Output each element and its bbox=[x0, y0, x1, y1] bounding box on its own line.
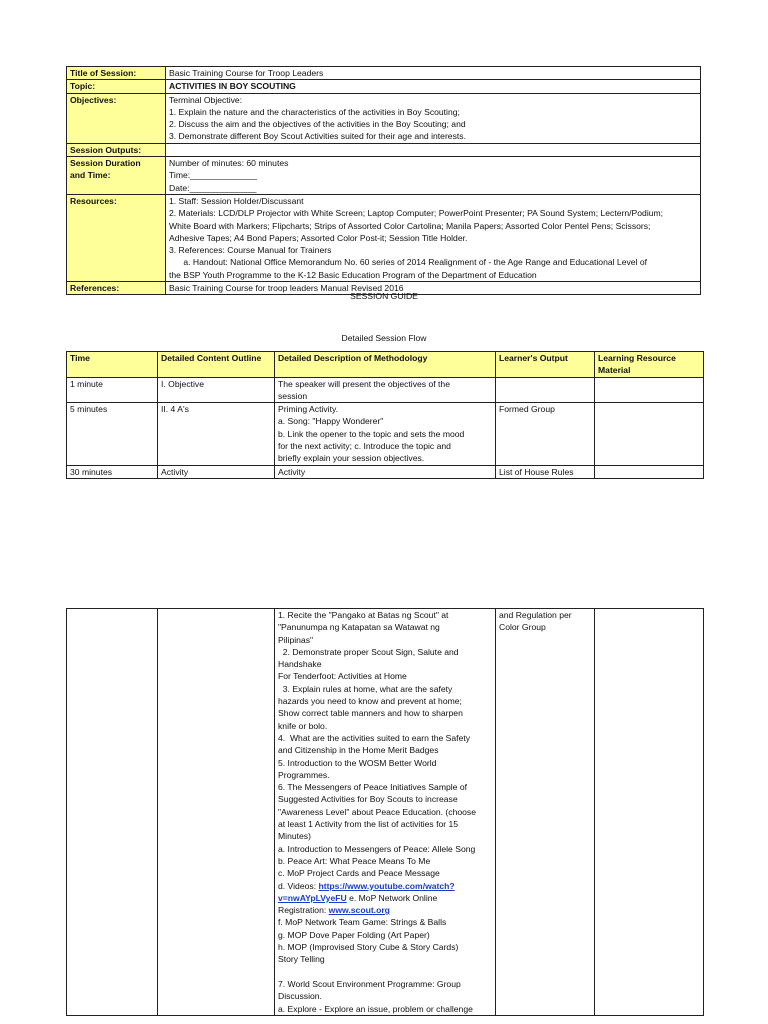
method-line: a. Explore - Explore an issue, problem or challenge bbox=[278, 1003, 473, 1014]
topic-row bbox=[67, 80, 701, 93]
header-resource: Learning Resource Material bbox=[595, 352, 704, 378]
references-label: References: bbox=[67, 282, 166, 295]
line-prefix: d. Videos: bbox=[278, 880, 319, 891]
row-method: Activity bbox=[275, 465, 496, 478]
row-method bbox=[275, 377, 496, 403]
resources-line: 2. Materials: LCD/DLP Projector with White Screen; Laptop Computer; PowerPoint Presenter; PA Sound System; Lectern/Podium; bbox=[169, 208, 664, 219]
method-line bbox=[278, 880, 492, 892]
duration-label-line: Session Duration bbox=[70, 158, 141, 169]
hyperlink[interactable]: v=nwAYpLVyeFU bbox=[278, 892, 347, 903]
detailed-flow-heading: Detailed Session Flow bbox=[341, 333, 427, 343]
method-line: knife or bolo. bbox=[278, 720, 328, 731]
method-line: 7. World Scout Environment Programme: Group bbox=[278, 978, 461, 989]
line-prefix: Registration: bbox=[278, 905, 329, 916]
cont-time bbox=[67, 609, 158, 1016]
method-line: 5. Introduction to the WOSM Better World bbox=[278, 757, 437, 768]
method-line: For Tenderfoot: Activities at Home bbox=[278, 671, 407, 682]
method-line: The speaker will present the objectives of the bbox=[278, 378, 450, 389]
resources-line: a. Handout: National Office Memorandum No. 60 series of 2014 Realignment of - the Age Range and Educational Level of bbox=[169, 257, 648, 268]
method-line: Programmes. bbox=[278, 769, 330, 780]
objectives-label: Objectives: bbox=[67, 93, 166, 143]
row-outline: Activity bbox=[158, 465, 275, 478]
duration-line: Number of minutes: 60 minutes bbox=[169, 158, 289, 169]
resources-line: the BSP Youth Programme to the K-12 Basic Education Program of the Department of Education bbox=[169, 269, 537, 280]
method-line: at least 1 Activity from the list of activities for 15 bbox=[278, 819, 459, 830]
outputs-value bbox=[166, 143, 701, 156]
resources-line: 1. Staff: Session Holder/Discussant bbox=[169, 195, 304, 206]
method-line: and Citizenship in the Home Merit Badges bbox=[278, 745, 439, 756]
method-line: f. MoP Network Team Game: Strings & Balls bbox=[278, 917, 447, 928]
topic-label: Topic: bbox=[67, 80, 166, 93]
cont-output bbox=[496, 609, 595, 1016]
method-line: 6. The Messengers of Peace Initiatives Sample of bbox=[278, 782, 468, 793]
duration-row bbox=[67, 157, 701, 195]
method-line bbox=[278, 892, 492, 904]
method-line: b. Peace Art: What Peace Means To Me bbox=[278, 855, 431, 866]
header-time: Time bbox=[67, 352, 158, 378]
duration-label bbox=[67, 157, 166, 195]
method-line: for the next activity; c. Introduce the topic and bbox=[278, 441, 451, 452]
duration-label-line: and Time: bbox=[70, 170, 111, 181]
method-line: g. MOP Dove Paper Folding (Art Paper) bbox=[278, 929, 430, 940]
method-line: hazards you need to know and prevent at home; bbox=[278, 696, 462, 707]
resources-label: Resources: bbox=[67, 194, 166, 281]
method-line: b. Link the opener to the topic and sets the mood bbox=[278, 428, 465, 439]
hyperlink[interactable]: https://www.youtube.com/watch? bbox=[318, 880, 455, 891]
cont-method bbox=[275, 609, 496, 1016]
method-line: Handshake bbox=[278, 659, 322, 670]
method-line: a. Song: "Happy Wonderer" bbox=[278, 416, 384, 427]
continuation-table bbox=[66, 608, 704, 1016]
table-row bbox=[67, 609, 704, 1016]
method-line bbox=[278, 966, 492, 978]
method-line: session bbox=[278, 390, 308, 401]
header-output: Learner's Output bbox=[496, 352, 595, 378]
row-output bbox=[496, 377, 595, 403]
row-method bbox=[275, 403, 496, 465]
method-line: c. MoP Project Cards and Peace Message bbox=[278, 868, 440, 879]
method-line: "Awareness Level" about Peace Education. (choose bbox=[278, 806, 476, 817]
row-resource bbox=[595, 377, 704, 403]
resources-line: 3. References: Course Manual for Trainers bbox=[169, 245, 332, 256]
resources-row bbox=[67, 194, 701, 281]
resources-value bbox=[166, 194, 701, 281]
objectives-line: Terminal Objective: bbox=[169, 94, 243, 105]
row-time: 1 minute bbox=[67, 377, 158, 403]
method-line: Show correct table manners and how to sharpen bbox=[278, 708, 463, 719]
row-time: 30 minutes bbox=[67, 465, 158, 478]
cont-resource bbox=[595, 609, 704, 1016]
row-output: Formed Group bbox=[496, 403, 595, 465]
method-line: Pilipinas" bbox=[278, 634, 314, 645]
row-time: 5 minutes bbox=[67, 403, 158, 465]
session-guide-heading: SESSION GUIDE bbox=[350, 291, 418, 301]
method-line: Priming Activity. bbox=[278, 404, 339, 415]
objectives-line: 2. Discuss the aim and the objectives of the activities in the Boy Scouting; and bbox=[169, 119, 466, 130]
duration-line: Time:______________ bbox=[169, 170, 258, 181]
method-line: h. MOP (Improvised Story Cube & Story Cards) bbox=[278, 942, 459, 953]
objectives-row bbox=[67, 93, 701, 143]
references-value: Basic Training Course for troop leaders Manual Revised 2016 bbox=[166, 282, 701, 295]
row-outline: II. 4 A's bbox=[158, 403, 275, 465]
outputs-row bbox=[67, 143, 701, 156]
objectives-line: 3. Demonstrate different Boy Scout Activities suited for their age and interests. bbox=[169, 131, 466, 142]
method-line: 3. Explain rules at home, what are the safety bbox=[278, 683, 453, 694]
method-line: Story Telling bbox=[278, 954, 325, 965]
line-suffix: e. MoP Network Online bbox=[346, 892, 438, 903]
title-label: Title of Session: bbox=[67, 67, 166, 80]
row-outline: I. Objective bbox=[158, 377, 275, 403]
table-row bbox=[67, 465, 704, 478]
cont-outline bbox=[158, 609, 275, 1016]
method-line: "Panunumpa ng Katapatan sa Watawat ng bbox=[278, 622, 440, 633]
resources-line: White Board with Markers; Flipcharts; Strips of Assorted Color Cartolina; Manila Papers; Assorted Color Pentel Pens; Scissors; bbox=[169, 220, 651, 231]
hyperlink[interactable]: www.scout.org bbox=[328, 905, 390, 916]
output-line: Color Group bbox=[499, 622, 546, 633]
flow-header-row bbox=[67, 352, 704, 378]
row-output: List of House Rules bbox=[496, 465, 595, 478]
objectives-value bbox=[166, 93, 701, 143]
method-line: 2. Demonstrate proper Scout Sign, Salute and bbox=[278, 646, 459, 657]
table-row bbox=[67, 403, 704, 465]
method-line: a. Introduction to Messengers of Peace: Allele Song bbox=[278, 843, 476, 854]
outputs-label: Session Outputs: bbox=[67, 143, 166, 156]
method-line: Discussion. bbox=[278, 991, 322, 1002]
objectives-line: 1. Explain the nature and the characteristics of the activities in Boy Scouting; bbox=[169, 106, 460, 117]
duration-line: Date:______________ bbox=[169, 182, 257, 193]
session-info-table bbox=[66, 66, 701, 295]
duration-value bbox=[166, 157, 701, 195]
title-value: Basic Training Course for Troop Leaders bbox=[166, 67, 701, 80]
resources-line: Adhesive Tapes; A4 Bond Papers; Assorted Color Post-it; Session Title Holder. bbox=[169, 232, 468, 243]
row-resource bbox=[595, 465, 704, 478]
topic-value: ACTIVITIES IN BOY SCOUTING bbox=[166, 80, 701, 93]
method-line: Minutes) bbox=[278, 831, 311, 842]
method-line: briefly explain your session objectives. bbox=[278, 453, 425, 464]
title-row bbox=[67, 67, 701, 80]
method-line: 1. Recite the "Pangako at Batas ng Scout" at bbox=[278, 610, 449, 620]
method-line: Suggested Activities for Boy Scouts to increase bbox=[278, 794, 458, 805]
row-resource bbox=[595, 403, 704, 465]
header-outline: Detailed Content Outline bbox=[158, 352, 275, 378]
header-methodology: Detailed Description of Methodology bbox=[275, 352, 496, 378]
table-row bbox=[67, 377, 704, 403]
method-line bbox=[278, 904, 492, 916]
output-line: and Regulation per bbox=[499, 610, 572, 620]
session-flow-table bbox=[66, 351, 704, 479]
method-line: 4. What are the activities suited to earn the Safety bbox=[278, 732, 471, 743]
